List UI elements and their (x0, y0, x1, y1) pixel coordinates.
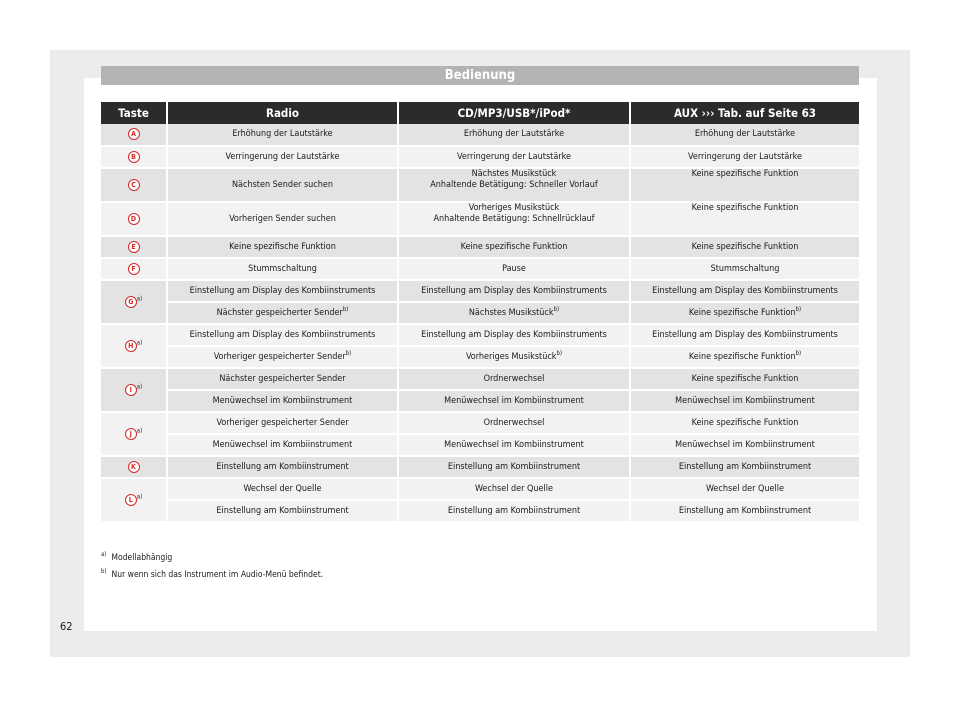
footnote-ref: b) (553, 305, 560, 313)
header-radio: Radio (167, 102, 398, 124)
key-j-badge: J (125, 428, 137, 440)
key-l-badge: L (125, 494, 137, 506)
key-k-badge: K (128, 461, 140, 473)
key-cell (101, 324, 167, 368)
table-cell: Wechsel der Quelle (398, 478, 630, 500)
table-cell: Erhöhung der Lautstärke (398, 124, 630, 146)
table-cell: Erhöhung der Lautstärke (630, 124, 859, 146)
table-cell: Nächsten Sender suchen (167, 168, 398, 202)
table-cell: Wechsel der Quelle (167, 478, 398, 500)
table-cell: Keine spezifische Funktion (630, 236, 859, 258)
table-row (101, 412, 859, 434)
table-row (101, 478, 859, 500)
footnote-text: Nur wenn sich das Instrument im Audio-Menü befindet. (111, 570, 324, 580)
table-cell: Menüwechsel im Kombiinstrument (167, 390, 398, 412)
cell-line: Vorheriges Musikstück (468, 203, 560, 213)
footnote-ref: b) (342, 305, 349, 313)
table-cell: Keine spezifische Funktion (630, 368, 859, 390)
key-cell (101, 456, 167, 478)
key-a-badge: A (128, 128, 140, 140)
table-cell: Pause (398, 258, 630, 280)
table-cell: Stummschaltung (630, 258, 859, 280)
page-number: 62 (60, 620, 73, 633)
table-cell: Keine spezifische Funktion (398, 236, 630, 258)
table-cell: Einstellung am Kombiinstrument (630, 456, 859, 478)
table-cell: Menüwechsel im Kombiinstrument (398, 434, 630, 456)
table-row (101, 456, 859, 478)
key-b-badge: B (128, 151, 140, 163)
key-e-badge: E (128, 241, 140, 253)
table-cell: Einstellung am Kombiinstrument (630, 500, 859, 522)
key-cell (101, 478, 167, 522)
table-cell: Nächstes Musikstück$^{b)}$ (398, 302, 630, 324)
table-cell: Keine spezifische Funktion (167, 236, 398, 258)
table-cell: Erhöhung der Lautstärke (167, 124, 398, 146)
footnote-ref: b) (556, 349, 563, 357)
table-cell: Menüwechsel im Kombiinstrument (630, 390, 859, 412)
key-cell (101, 168, 167, 202)
table-row (101, 500, 859, 522)
table-row (101, 302, 859, 324)
table-cell: Vorheriges Musikstück$^{b)}$ (398, 346, 630, 368)
table-row (101, 368, 859, 390)
table-cell (398, 168, 630, 202)
table-cell: Einstellung am Display des Kombiinstruments (398, 280, 630, 302)
key-i-badge: I (125, 384, 137, 396)
table-cell: Keine spezifische Funktion$^{b)}$ (630, 346, 859, 368)
footnote-ref: b) (795, 305, 802, 313)
key-cell (101, 124, 167, 146)
table-cell: Keine spezifische Funktion (630, 202, 859, 236)
key-cell (101, 368, 167, 412)
table-cell: Menüwechsel im Kombiinstrument (398, 390, 630, 412)
table-cell: Keine spezifische Funktion (630, 168, 859, 202)
table-cell: Menüwechsel im Kombiinstrument (167, 434, 398, 456)
footnote-text: Modellabhängig (111, 553, 173, 563)
key-cell (101, 280, 167, 324)
table-row (101, 146, 859, 168)
table-cell: Einstellung am Kombiinstrument (398, 500, 630, 522)
table-cell: Verringerung der Lautstärke (398, 146, 630, 168)
table-row (101, 202, 859, 236)
table-cell: Einstellung am Display des Kombiinstruments (398, 324, 630, 346)
cell-line: Nächstes Musikstück (471, 169, 557, 179)
section-title: Bedienung (101, 66, 859, 85)
table-cell: Verringerung der Lautstärke (167, 146, 398, 168)
table-row (101, 124, 859, 146)
header-cd: CD/MP3/USB*/iPod* (398, 102, 630, 124)
key-cell (101, 202, 167, 236)
footnote-a (101, 553, 172, 563)
table-row (101, 258, 859, 280)
table-cell: Einstellung am Display des Kombiinstruments (167, 280, 398, 302)
footnote-ref: a) (136, 493, 143, 501)
table-row (101, 434, 859, 456)
table-cell: Nächster gespeicherter Sender (167, 368, 398, 390)
table-cell: Nächster gespeicherter Sender$^{b)}$ (167, 302, 398, 324)
footnote-ref: b) (345, 349, 352, 357)
footnote-ref: a) (136, 427, 143, 435)
footnote-ref: a) (136, 383, 143, 391)
footnote-mark: b) (101, 568, 107, 575)
table-cell (398, 202, 630, 236)
key-cell (101, 258, 167, 280)
table-cell: Einstellung am Display des Kombiinstruments (167, 324, 398, 346)
table-cell: Einstellung am Kombiinstrument (167, 456, 398, 478)
table-cell: Stummschaltung (167, 258, 398, 280)
footnote-ref: b) (795, 349, 802, 357)
table-cell: Einstellung am Kombiinstrument (167, 500, 398, 522)
table-cell: Wechsel der Quelle (630, 478, 859, 500)
table-cell: Verringerung der Lautstärke (630, 146, 859, 168)
table-cell: Keine spezifische Funktion (630, 412, 859, 434)
key-g-badge: G (125, 296, 137, 308)
table-cell: Ordnerwechsel (398, 412, 630, 434)
key-cell (101, 412, 167, 456)
footnote-ref: a) (136, 295, 143, 303)
table-cell: Vorherigen Sender suchen (167, 202, 398, 236)
table-row (101, 324, 859, 346)
footnote-ref: a) (136, 339, 143, 347)
key-h-badge: H (125, 340, 137, 352)
footnote-mark: a) (101, 551, 107, 558)
table-cell: Einstellung am Kombiinstrument (398, 456, 630, 478)
cell-line: Anhaltende Betätigung: Schneller Vorlauf (430, 180, 598, 190)
table-cell: Einstellung am Display des Kombiinstruments (630, 280, 859, 302)
table-cell: Einstellung am Display des Kombiinstruments (630, 324, 859, 346)
key-f-badge: F (128, 263, 140, 275)
key-cell (101, 236, 167, 258)
table-cell: Keine spezifische Funktion$^{b)}$ (630, 302, 859, 324)
table-header-row (101, 102, 859, 124)
key-c-badge: C (128, 179, 140, 191)
cell-line: Anhaltende Betätigung: Schnellrücklauf (433, 214, 595, 224)
table-row (101, 236, 859, 258)
table-row (101, 168, 859, 202)
header-taste: Taste (101, 102, 167, 124)
table-row (101, 280, 859, 302)
table-cell: Menüwechsel im Kombiinstrument (630, 434, 859, 456)
key-d-badge: D (128, 213, 140, 225)
header-aux: AUX ››› Tab. auf Seite 63 (630, 102, 859, 124)
table-row (101, 346, 859, 368)
key-cell (101, 146, 167, 168)
footnote-b (101, 570, 323, 580)
table-cell: Ordnerwechsel (398, 368, 630, 390)
table-row (101, 390, 859, 412)
table-cell: Vorheriger gespeicherter Sender$^{b)}$ (167, 346, 398, 368)
table-cell: Vorheriger gespeicherter Sender (167, 412, 398, 434)
controls-table (101, 102, 859, 523)
